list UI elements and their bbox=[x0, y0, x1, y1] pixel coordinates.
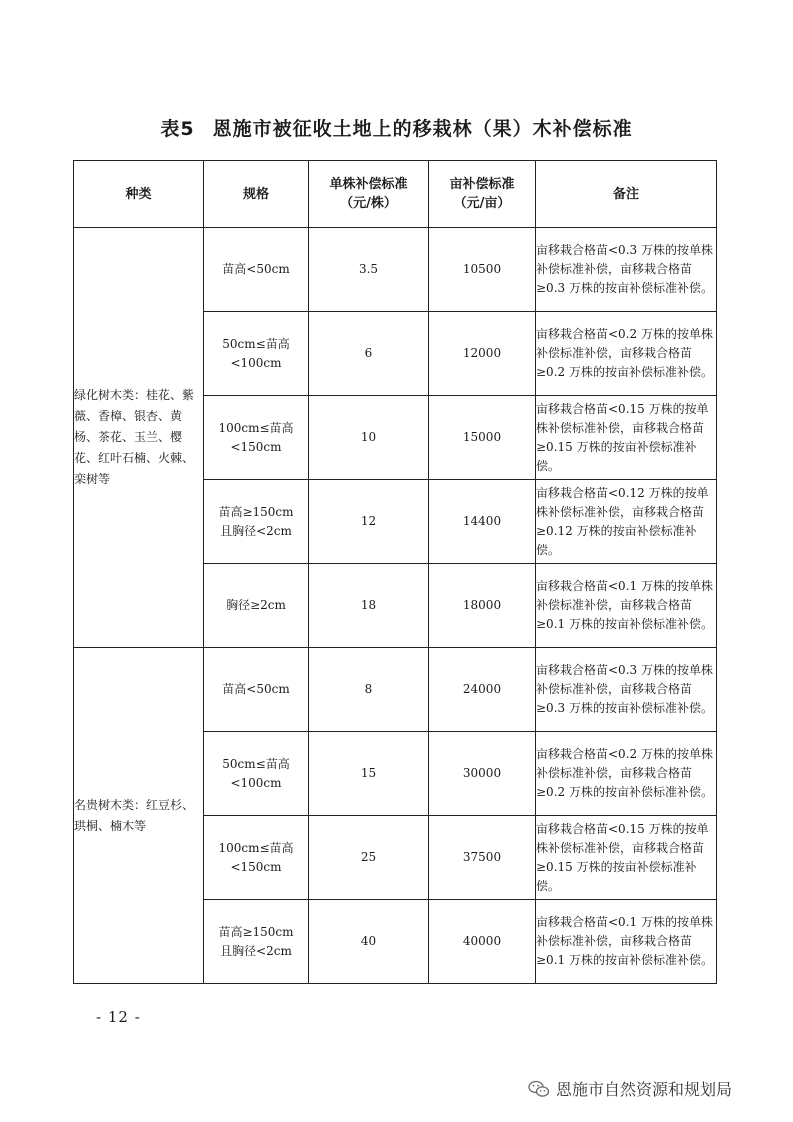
unit-price-cell: 12 bbox=[309, 480, 429, 564]
mu-price-cell: 10500 bbox=[429, 228, 536, 312]
page-number: - 12 - bbox=[96, 1008, 141, 1026]
mu-price-cell: 15000 bbox=[429, 396, 536, 480]
header-mu-price-line1: 亩补偿标准 bbox=[449, 177, 515, 192]
spec-cell bbox=[204, 564, 309, 648]
header-unit-price-line2: （元/株） bbox=[340, 196, 397, 211]
spec-line: 苗高≥150cm bbox=[218, 504, 294, 519]
table-number: 表5 bbox=[160, 118, 195, 140]
table-title bbox=[0, 114, 793, 141]
remark-cell: 亩移栽合格苗<0.2 万株的按单株补偿标准补偿，亩移栽合格苗≥0.2 万株的按亩补偿标准补偿。 bbox=[536, 312, 717, 396]
spec-cell bbox=[204, 816, 309, 900]
remark-cell: 亩移栽合格苗<0.3 万株的按单株补偿标准补偿，亩移栽合格苗≥0.3 万株的按亩补偿标准补偿。 bbox=[536, 648, 717, 732]
spec-line: 50cm≤苗高 bbox=[222, 336, 290, 351]
unit-price-cell: 6 bbox=[309, 312, 429, 396]
mu-price-cell: 18000 bbox=[429, 564, 536, 648]
header-row bbox=[74, 161, 717, 228]
spec-line: <150cm bbox=[230, 439, 282, 454]
spec-cell bbox=[204, 648, 309, 732]
mu-price-cell: 30000 bbox=[429, 732, 536, 816]
compensation-table bbox=[73, 160, 717, 984]
spec-cell bbox=[204, 312, 309, 396]
spec-line: 苗高<50cm bbox=[222, 262, 290, 276]
mu-price-cell: 24000 bbox=[429, 648, 536, 732]
spec-cell bbox=[204, 228, 309, 312]
header-mu-price-line2: （元/亩） bbox=[453, 196, 511, 211]
spec-cell bbox=[204, 900, 309, 984]
spec-line: <100cm bbox=[230, 775, 282, 790]
spec-line: 胸径≥2cm bbox=[226, 598, 286, 612]
spec-line: 苗高<50cm bbox=[222, 682, 290, 696]
spec-cell bbox=[204, 480, 309, 564]
mu-price-cell: 40000 bbox=[429, 900, 536, 984]
unit-price-cell: 3.5 bbox=[309, 228, 429, 312]
spec-line: 且胸径<2cm bbox=[220, 523, 292, 538]
spec-line: 100cm≤苗高 bbox=[218, 420, 294, 435]
unit-price-cell: 18 bbox=[309, 564, 429, 648]
category-cell: 绿化树木类：桂花、紫薇、香樟、银杏、黄杨、茶花、玉兰、樱花、红叶石楠、火棘、栾树等 bbox=[74, 228, 204, 648]
remark-cell: 亩移栽合格苗<0.2 万株的按单株补偿标准补偿，亩移栽合格苗≥0.2 万株的按亩补偿标准补偿。 bbox=[536, 732, 717, 816]
header-category: 种类 bbox=[74, 161, 204, 228]
header-unit-price-line1: 单株补偿标准 bbox=[329, 177, 408, 192]
remark-cell: 亩移栽合格苗<0.1 万株的按单株补偿标准补偿，亩移栽合格苗≥0.1 万株的按亩补偿标准补偿。 bbox=[536, 900, 717, 984]
remark-cell: 亩移栽合格苗<0.15 万株的按单株补偿标准补偿，亩移栽合格苗≥0.15 万株的按亩补偿标准补偿。 bbox=[536, 816, 717, 900]
table-row bbox=[74, 228, 717, 312]
unit-price-cell: 40 bbox=[309, 900, 429, 984]
remark-cell: 亩移栽合格苗<0.15 万株的按单株补偿标准补偿，亩移栽合格苗≥0.15 万株的按亩补偿标准补偿。 bbox=[536, 396, 717, 480]
footer-account-name: 恩施市自然资源和规划局 bbox=[556, 1080, 733, 1099]
spec-line: <150cm bbox=[230, 859, 282, 874]
header-remark: 备注 bbox=[536, 161, 717, 228]
header-unit-price bbox=[309, 161, 429, 228]
remark-cell: 亩移栽合格苗<0.12 万株的按单株补偿标准补偿，亩移栽合格苗≥0.12 万株的按亩补偿标准补偿。 bbox=[536, 480, 717, 564]
table-title-text: 恩施市被征收土地上的移栽林（果）木补偿标准 bbox=[212, 118, 633, 140]
mu-price-cell: 37500 bbox=[429, 816, 536, 900]
unit-price-cell: 8 bbox=[309, 648, 429, 732]
unit-price-cell: 25 bbox=[309, 816, 429, 900]
remark-cell: 亩移栽合格苗<0.1 万株的按单株补偿标准补偿，亩移栽合格苗≥0.1 万株的按亩补偿标准补偿。 bbox=[536, 564, 717, 648]
remark-cell: 亩移栽合格苗<0.3 万株的按单株补偿标准补偿，亩移栽合格苗≥0.3 万株的按亩补偿标准补偿。 bbox=[536, 228, 717, 312]
footer-watermark bbox=[528, 1077, 732, 1100]
spec-line: <100cm bbox=[230, 355, 282, 370]
header-mu-price bbox=[429, 161, 536, 228]
unit-price-cell: 15 bbox=[309, 732, 429, 816]
mu-price-cell: 12000 bbox=[429, 312, 536, 396]
spec-line: 50cm≤苗高 bbox=[222, 756, 290, 771]
spec-line: 100cm≤苗高 bbox=[218, 840, 294, 855]
header-spec: 规格 bbox=[204, 161, 309, 228]
spec-cell bbox=[204, 396, 309, 480]
unit-price-cell: 10 bbox=[309, 396, 429, 480]
table-row bbox=[74, 648, 717, 732]
spec-line: 苗高≥150cm bbox=[218, 924, 294, 939]
wechat-icon bbox=[528, 1080, 550, 1098]
mu-price-cell: 14400 bbox=[429, 480, 536, 564]
spec-line: 且胸径<2cm bbox=[220, 943, 292, 958]
category-cell: 名贵树木类：红豆杉、珙桐、楠木等 bbox=[74, 648, 204, 984]
spec-cell bbox=[204, 732, 309, 816]
